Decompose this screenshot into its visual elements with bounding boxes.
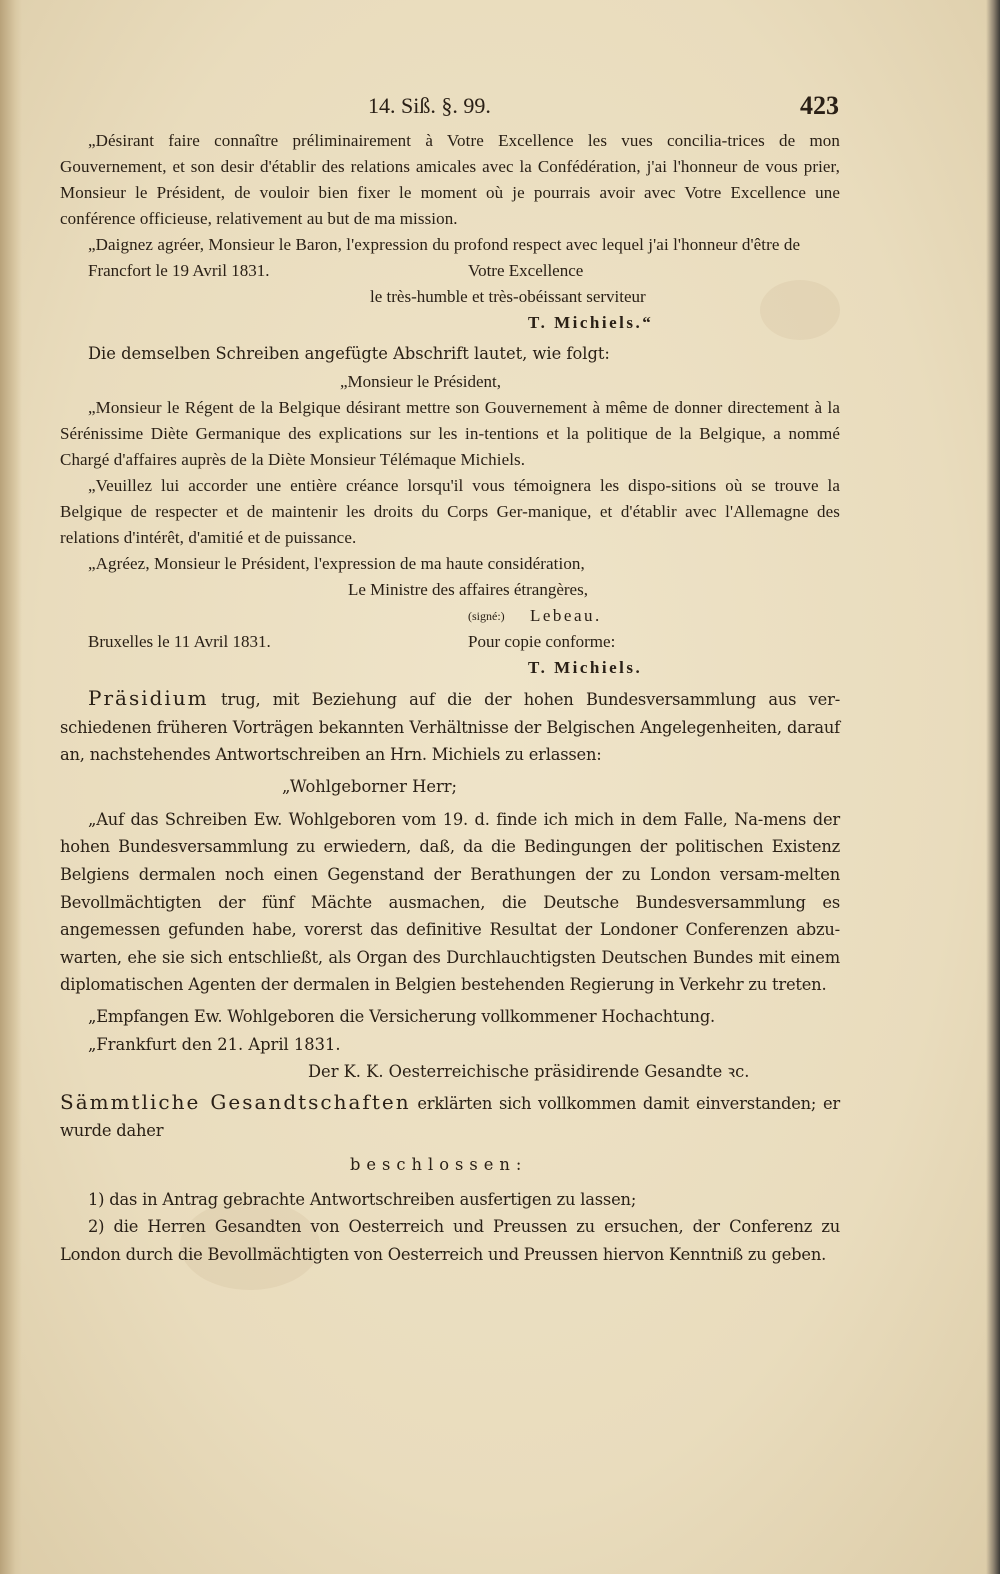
letter1-signature: T. Michiels.“ (528, 313, 654, 332)
intro-row (60, 340, 840, 367)
reply-paragraph-2: „Empfangen Ew. Wohlgeboren die Versicherung vollkommener Hochachtung. (88, 1006, 716, 1026)
resolution-lead: Sämmtliche Gesandtschaften (60, 1089, 411, 1114)
praesidium-paragraph (60, 685, 840, 769)
letter2-place-date: Bruxelles le 11 Avril 1831. (88, 632, 271, 651)
letter2-dateline-row (60, 629, 840, 655)
praesidium-text: trug, mit Beziehung auf die der hohen Bundesversammlung aus ver-schiedenen früheren Vorträgen bekannten Verhältnisse der Belgischen Angelegenheiten, darauf an, nachstehendes Antwortschreiben an Hrn. Michiels zu erlassen: (60, 690, 840, 765)
page-right-edge (986, 0, 1000, 1574)
letter2-minister: Le Ministre des affaires étrangères, (348, 580, 588, 599)
letter2-paragraph-3: „Agréez, Monsieur le Président, l'expression de ma haute considération, (88, 554, 585, 573)
page-left-edge (0, 0, 22, 1574)
letter2-salutation: „Monsieur le Président, (340, 372, 501, 391)
letter2-signe-row (60, 603, 840, 629)
reply-paragraph-1: „Auf das Schreiben Ew. Wohlgeboren vom 19. d. finde ich mich in dem Falle, Na-mens der hohen Bundesversammlung zu erwiedern, daß, da die Bedingungen der politischen Existenz Belgiens dermalen noch einen Gegenstand der Berathungen der zu London versam-melten Bevollmächtigten der fünf Mächte ausmachen, die Deutsche Bundesversammlung es angemessen gefunden habe, vorerst das definitive Resultat der Londoner Conferenzen abzu-warten, ehe sie sich entschließt, als Organ des Durchlauchtigsten Deutschen Bundes mit einem diplomatischen Agenten der dermalen in Belgien bestehenden Regierung in Verkehr zu treten. (60, 809, 840, 995)
letter1-signature-row (60, 310, 840, 336)
letter2-signe-name: Lebeau. (530, 606, 602, 625)
reply-salutation: „Wohlgeborner Herr; (282, 776, 458, 796)
beschlossen-row (60, 1151, 840, 1178)
header-session: 14. Siß. §. 99. (368, 93, 491, 118)
resolution-item-2: 2) die Herren Gesandten von Oesterreich und Preussen zu ersuchen, der Conferenz zu London durch die Bevollmächtigten von Oesterreich und Preussen hiervon Kenntniß zu geben. (60, 1217, 840, 1264)
letter1-closing-2: le très-humble et très-obéissant serviteur (370, 287, 646, 306)
page-body (60, 128, 840, 1269)
letter1-closing-row (60, 284, 840, 310)
letter1-place-date: Francfort le 19 Avril 1831. (88, 261, 270, 280)
praesidium-lead: Präsidium (88, 686, 209, 710)
letter2-signature-row (60, 655, 840, 681)
running-header (0, 93, 1000, 123)
letter2-copie: Pour copie conforme: (468, 632, 616, 651)
reply-signature: Der K. K. Oesterreichische präsidirende Gesandte ꝛc. (308, 1061, 750, 1081)
beschlossen-heading: beschlossen: (350, 1154, 528, 1174)
resolution-paragraph (60, 1089, 840, 1145)
letter2-signature: T. Michiels. (528, 658, 643, 677)
letter1-closing-1: Votre Excellence (468, 261, 584, 280)
letter2-salutation-row (60, 369, 840, 395)
reply-salutation-row (60, 773, 840, 800)
letter1-dateline-row (60, 258, 840, 284)
letter2-paragraph-2: „Veuillez lui accorder une entière créance lorsqu'il vous témoignera les dispo-sitions où se trouve la Belgique de respecter et de maintenir les droits du Corps Ger-manique, et d'établir avec l'Allemagne des relations d'intérêt, d'amitié et de puissance. (60, 476, 840, 547)
letter2-paragraph-1: „Monsieur le Régent de la Belgique désirant mettre son Gouvernement à même de donner directement à la Sérénissime Diète Germanique des explications sur les in-tentions et la politique de la Belgique, a nommé Chargé d'affaires auprès de la Diète Monsieur Télémaque Michiels. (60, 398, 840, 469)
intro-copy: Die demselben Schreiben angefügte Abschrift lautet, wie folgt: (88, 344, 610, 363)
reply-signature-row (60, 1058, 840, 1085)
reply-dateline-row (60, 1031, 840, 1058)
letter2-minister-row (60, 577, 840, 603)
letter2-signe-label: (signé:) (468, 609, 505, 623)
resolution-text: erklärten sich vollkommen damit einverstanden; er wurde daher (60, 1093, 840, 1141)
page-number: 423 (800, 91, 839, 120)
letter1-paragraph-1: „Désirant faire connaître préliminairement à Votre Excellence les vues concilia-trices de mon Gouvernement, et son desir d'établir des relations amicales avec la Confédération, j'ai l'honneur de vous prier, Monsieur le Président, de vouloir bien fixer le moment où je pourrais avoir avec Votre Excellence une conférence officieuse, relativement au but de ma mission. (60, 131, 840, 228)
letter1-paragraph-2: „Daignez agréer, Monsieur le Baron, l'expression du profond respect avec lequel j'ai l'honneur d'être de (88, 235, 801, 254)
resolution-item-1: 1) das in Antrag gebrachte Antwortschreiben ausfertigen zu lassen; (88, 1189, 637, 1209)
reply-place-date: „Frankfurt den 21. April 1831. (88, 1034, 341, 1054)
